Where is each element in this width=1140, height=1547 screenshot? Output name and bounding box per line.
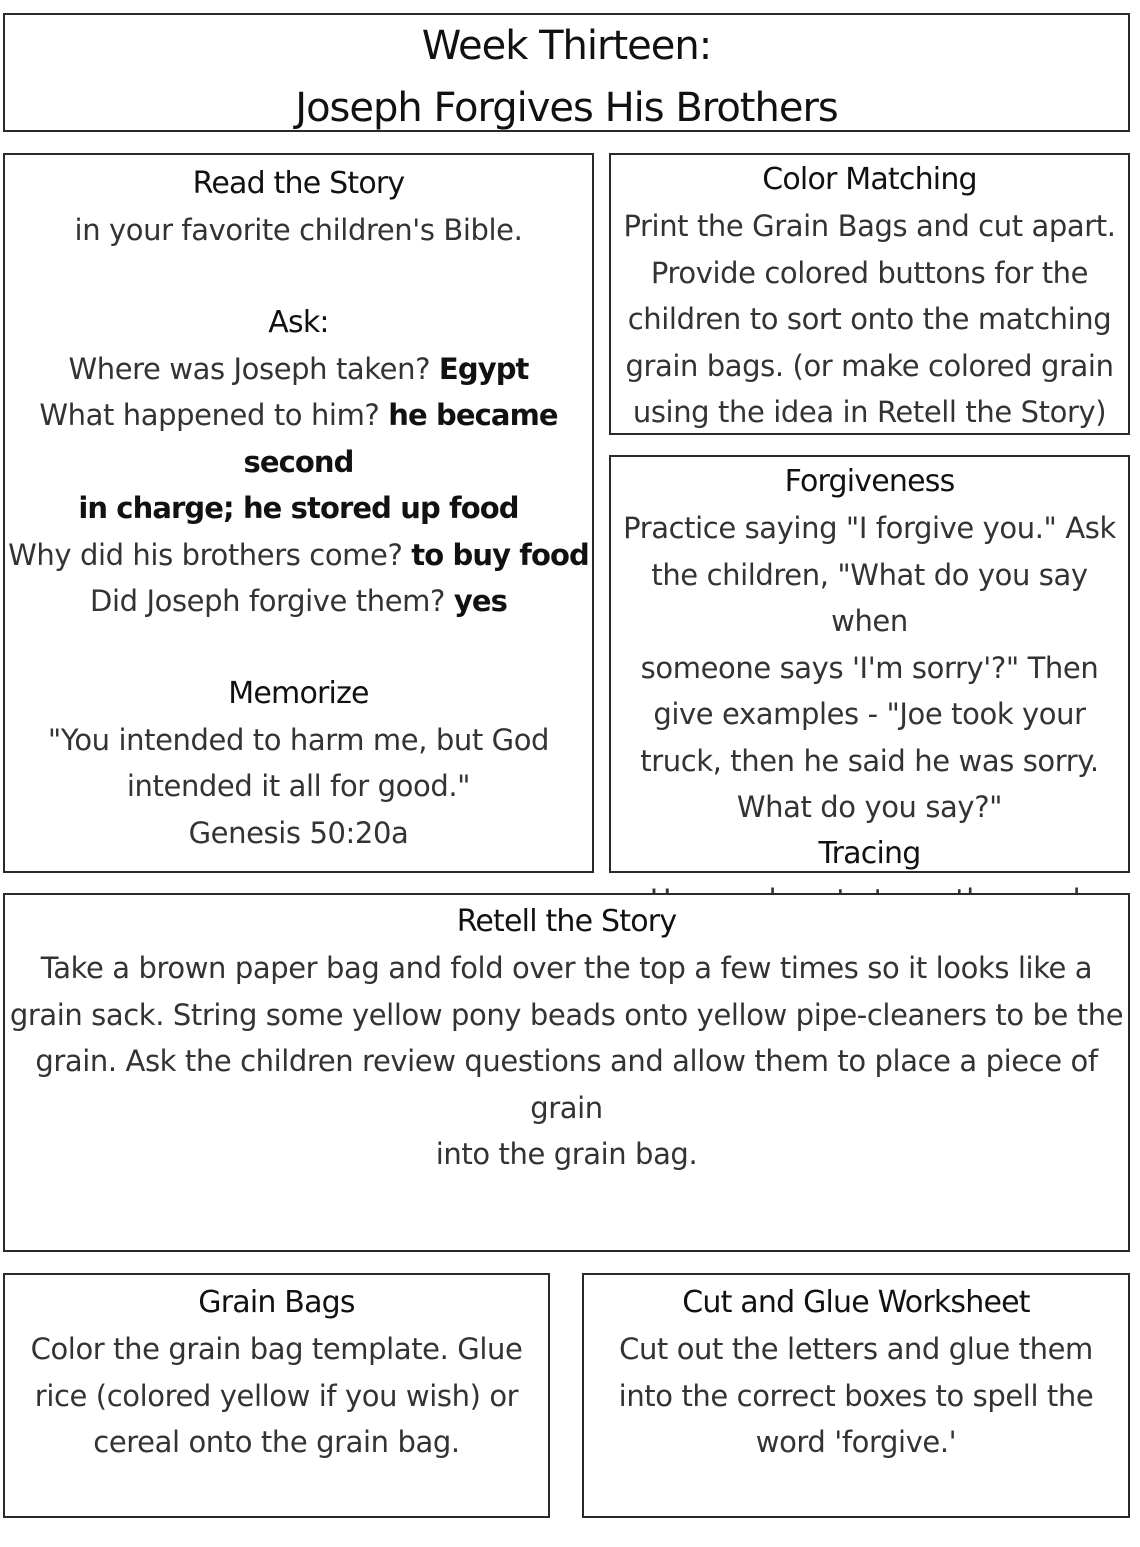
- color-matching-line: children to sort onto the matching: [627, 302, 1112, 336]
- cut-glue-line: into the correct boxes to spell the: [618, 1378, 1094, 1413]
- title-line-1: Week Thirteen:: [421, 23, 712, 69]
- verse-line-1: "You intended to harm me, but God: [47, 722, 550, 757]
- grain-bags-line: Color the grain bag template. Glue: [30, 1332, 523, 1366]
- cut-glue-heading: Cut and Glue Worksheet: [682, 1285, 1030, 1320]
- color-matching-line: Provide colored buttons for the: [650, 255, 1089, 290]
- answer-1: Egypt: [438, 351, 529, 386]
- question-2: What happened to him? he became second: [39, 398, 558, 479]
- cut-glue-line: Cut out the letters and glue them: [619, 1332, 1093, 1366]
- answer-2-continued: [5, 485, 592, 532]
- forgiveness-line: someone says 'I'm sorry'?" Then: [640, 650, 1099, 685]
- forgiveness-box: [609, 455, 1130, 873]
- color-matching-box: [609, 153, 1130, 435]
- verse-line-2: intended it all for good.": [126, 769, 471, 803]
- question-3: Why did his brothers come? to buy food: [8, 537, 589, 572]
- retell-line: into the grain bag.: [435, 1137, 698, 1171]
- answer-3: to buy food: [411, 537, 589, 572]
- cut-glue-box: [582, 1273, 1130, 1518]
- answer-2-part-1: he became second: [243, 398, 558, 479]
- grain-bags-heading: Grain Bags: [198, 1285, 355, 1320]
- forgiveness-line: What do you say?": [736, 790, 1003, 824]
- title-box: [3, 13, 1130, 132]
- question-4: Did Joseph forgive them? yes: [90, 584, 507, 618]
- retell-heading: Retell the Story: [456, 904, 677, 939]
- forgiveness-heading: Forgiveness: [784, 464, 955, 499]
- memorize-heading: Memorize: [228, 675, 369, 711]
- retell-line: Take a brown paper bag and fold over the top a few times so it looks like a: [40, 951, 1093, 985]
- color-matching-line: grain bags. (or make colored grain: [625, 348, 1114, 383]
- tracing-heading: Tracing: [818, 835, 921, 871]
- verse-reference: Genesis 50:20a: [188, 815, 409, 850]
- read-story-text: in your favorite children's Bible.: [74, 213, 523, 247]
- read-story-heading: Read the Story: [192, 166, 405, 201]
- question-1: Where was Joseph taken? Egypt: [68, 351, 529, 386]
- retell-line: grain. Ask the children review questions and allow them to place a piece of grain: [35, 1044, 1098, 1125]
- grain-bags-line: rice (colored yellow if you wish) or: [34, 1378, 519, 1413]
- grain-bags-line: cereal onto the grain bag.: [93, 1425, 460, 1459]
- retell-line: grain sack. String some yellow pony beads onto yellow pipe-cleaners to be the: [9, 997, 1124, 1032]
- cut-glue-line: word 'forgive.': [755, 1425, 957, 1459]
- read-story-box: [3, 153, 594, 873]
- color-matching-heading: Color Matching: [762, 162, 977, 197]
- color-matching-line: using the idea in Retell the Story): [632, 395, 1107, 429]
- forgiveness-line: truck, then he said he was sorry.: [640, 743, 1099, 778]
- grain-bags-box: [3, 1273, 550, 1518]
- forgiveness-line: Practice saying "I forgive you." Ask: [623, 511, 1116, 545]
- ask-heading: Ask:: [268, 304, 329, 340]
- answer-2-part-2: in charge; he stored up food: [78, 491, 519, 525]
- title-line-2: Joseph Forgives His Brothers: [295, 85, 838, 131]
- answer-4: yes: [453, 584, 507, 618]
- forgiveness-line: the children, "What do you say when: [651, 557, 1088, 638]
- forgiveness-line: give examples - "Joe took your: [653, 697, 1086, 731]
- color-matching-line: Print the Grain Bags and cut apart.: [623, 209, 1116, 243]
- retell-story-box: [3, 893, 1130, 1252]
